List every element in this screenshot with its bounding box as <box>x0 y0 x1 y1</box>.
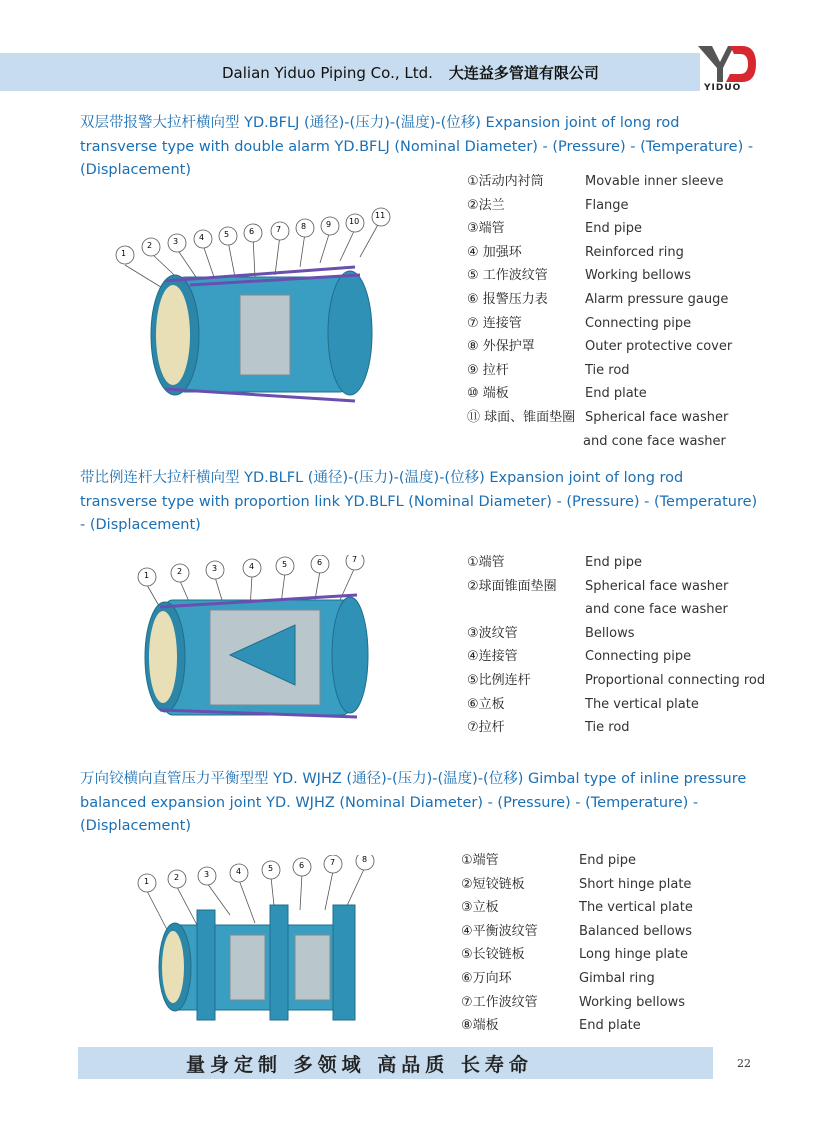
callout-3: 3 <box>173 237 179 246</box>
part-cn: ①端管 <box>461 853 499 868</box>
callout-1: 1 <box>121 249 127 258</box>
callout-2: 2 <box>174 873 180 882</box>
callout-2: 2 <box>177 567 183 576</box>
callout-7: 7 <box>352 555 358 564</box>
company-name-cn: 大连益多管道有限公司 <box>448 64 599 82</box>
part-en: End plate <box>579 1018 641 1034</box>
company-name-en: Dalian Yiduo Piping Co., Ltd. <box>222 64 433 82</box>
part-en: Working bellows <box>585 268 691 284</box>
part-en: Proportional connecting rod <box>585 672 766 688</box>
callout-9: 9 <box>326 220 332 229</box>
part-cn: ③立板 <box>461 900 499 916</box>
callout-11: 11 <box>375 211 386 220</box>
part-cn: ⑤ 工作波纹管 <box>467 268 548 284</box>
part-cn: ②短铰链板 <box>461 876 525 892</box>
callout-2: 2 <box>147 241 153 250</box>
callout-5: 5 <box>282 560 288 569</box>
blfl-expansion-joint-illustration <box>135 555 375 740</box>
callout-6: 6 <box>317 558 323 567</box>
part-en: Working bellows <box>579 994 685 1010</box>
part-cn: ①端管 <box>467 555 505 570</box>
part-en: Short hinge plate <box>579 876 692 892</box>
part-cn: ⑥万向环 <box>461 970 512 986</box>
part-en: Spherical face washer <box>585 578 729 594</box>
part-en: Gimbal ring <box>579 970 655 986</box>
part-en: Connecting pipe <box>585 315 692 331</box>
part-en: Tie rod <box>585 720 630 736</box>
part-cn: ⑪ 球面、锥面垫圈 <box>467 409 576 425</box>
yiduo-logo-mark-icon <box>690 42 760 84</box>
wjhz-expansion-joint-illustration <box>135 855 375 1030</box>
company-name <box>222 62 692 83</box>
section-1-figure <box>105 205 395 434</box>
part-cn: ⑥立板 <box>467 696 505 712</box>
part-cn: ⑩ 端板 <box>467 386 509 402</box>
part-en: End pipe <box>585 555 642 570</box>
part-cn: ⑦工作波纹管 <box>461 994 538 1010</box>
part-en: Balanced bellows <box>579 923 693 939</box>
callout-7: 7 <box>330 858 336 867</box>
part-en: Flange <box>585 197 629 213</box>
logo-wordmark: YIDUO <box>704 83 742 93</box>
part-cn: ⑧端板 <box>461 1018 499 1034</box>
part-en: Spherical face washer <box>585 409 729 425</box>
part-cn: ④平衡波纹管 <box>461 923 538 939</box>
part-en: Alarm pressure gauge <box>585 291 729 307</box>
part-en: Movable inner sleeve <box>585 174 724 189</box>
part-en: Outer protective cover <box>585 339 733 355</box>
company-logo <box>690 42 760 100</box>
part-cn: ⑥ 报警压力表 <box>467 291 548 307</box>
section-2-title: 带比例连杆大拉杆横向型 YD.BLFL (通径)-(压力)-(温度)-(位移) Expansion joint of long rod transverse type with proportion link YD.BLFL (Nominal Diameter) - (Pressure) - (Temperature) - (Displacement) <box>80 470 758 533</box>
part-en: Tie rod <box>585 362 630 378</box>
callout-5: 5 <box>268 864 274 873</box>
part-cn: ①活动内衬筒 <box>467 174 544 189</box>
part-cn: ⑦拉杆 <box>467 720 505 736</box>
section-3-figure <box>135 855 375 1034</box>
callout-6: 6 <box>249 227 255 236</box>
part-cn: ③波纹管 <box>467 625 518 641</box>
page-number: 22 <box>737 1057 751 1070</box>
callout-8: 8 <box>362 855 368 864</box>
part-en: Bellows <box>585 625 635 641</box>
part-cn: ④连接管 <box>467 649 518 665</box>
part-en: End plate <box>585 386 647 402</box>
section-1-title: 双层带报警大拉杆横向型 YD.BFLJ (通径)-(压力)-(温度)-(位移) Expansion joint of long rod transverse type with double alarm YD.BFLJ (Nominal Diameter) - (Pressure) - (Temperature) - (Displacement) <box>80 115 754 178</box>
callout-5: 5 <box>224 230 230 239</box>
part-cn: ②法兰 <box>467 197 505 213</box>
section-3-title: 万向铰横向直管压力平衡型型 YD. WJHZ (通径)-(压力)-(温度)-(位移) Gimbal type of inline pressure balanced expansion joint YD. WJHZ (Nominal Diameter) - (Pressure) - (Temperature) - (Displacement) <box>80 771 747 834</box>
footer-slogan: 量身定制 多领域 高品质 长寿命 <box>186 1054 533 1076</box>
part-cn: ⑤比例连杆 <box>467 672 531 688</box>
callout-10: 10 <box>349 217 360 226</box>
part-en: End pipe <box>585 221 642 237</box>
part-en: Connecting pipe <box>585 649 692 665</box>
part-en: End pipe <box>579 853 636 868</box>
callout-1: 1 <box>144 571 150 580</box>
part-cn: ④ 加强环 <box>467 244 522 260</box>
callout-8: 8 <box>301 222 307 231</box>
part-cn: ⑧ 外保护罩 <box>467 339 535 355</box>
part-cn: ③端管 <box>467 221 505 237</box>
callout-6: 6 <box>299 861 305 870</box>
part-en: The vertical plate <box>579 900 693 916</box>
part-cn: ⑦ 连接管 <box>467 315 522 331</box>
callout-3: 3 <box>212 564 218 573</box>
section-2-figure <box>135 555 375 744</box>
part-cn: ⑨ 拉杆 <box>467 362 509 378</box>
callout-3: 3 <box>204 870 210 879</box>
callout-4: 4 <box>236 867 242 876</box>
part-en: Long hinge plate <box>579 947 688 963</box>
callout-4: 4 <box>249 562 255 571</box>
callout-1: 1 <box>144 877 150 886</box>
callout-4: 4 <box>199 233 205 242</box>
callout-7: 7 <box>276 225 282 234</box>
part-en: Reinforced ring <box>585 244 684 260</box>
part-cn: ⑤长铰链板 <box>461 947 525 963</box>
part-cn: ②球面锥面垫圈 <box>467 578 557 594</box>
part-en: and cone face washer <box>583 433 726 449</box>
part-en: The vertical plate <box>585 696 699 712</box>
part-en: and cone face washer <box>585 602 728 618</box>
